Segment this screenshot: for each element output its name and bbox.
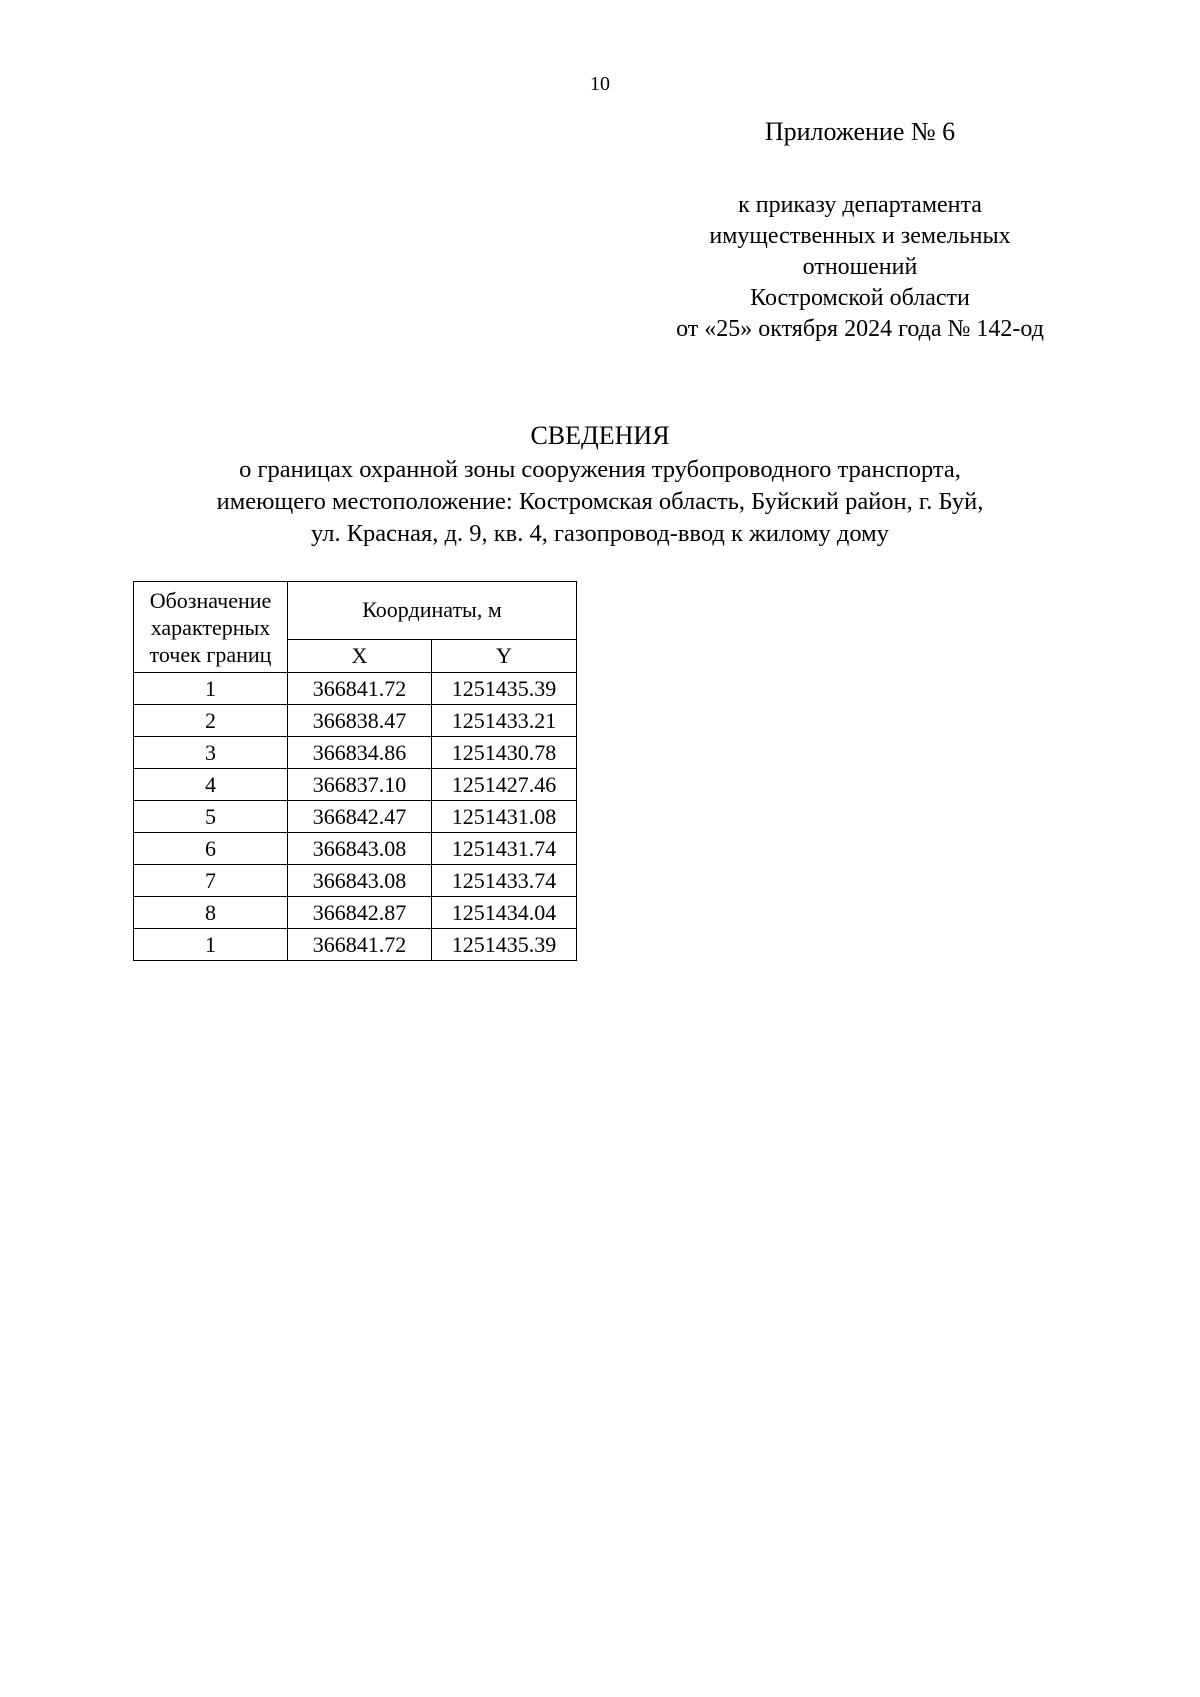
- cell-point: 5: [134, 801, 288, 833]
- coordinates-table: [133, 581, 577, 961]
- cell-point: 7: [134, 865, 288, 897]
- header-y: Y: [432, 639, 577, 672]
- header-point-line: характерных: [150, 614, 271, 640]
- table-row: [134, 897, 577, 929]
- document-heading: СВЕДЕНИЯ: [530, 421, 670, 450]
- subheading-line: имеющего местоположение: Костромская область, Буйский район, г. Буй,: [216, 488, 984, 515]
- cell-point: 8: [134, 897, 288, 929]
- cell-point: 3: [134, 737, 288, 769]
- cell-x: 366834.86: [288, 737, 432, 769]
- document-subheading: [100, 454, 1100, 550]
- cell-y: 1251431.08: [432, 801, 577, 833]
- cell-y: 1251434.04: [432, 897, 577, 929]
- cell-point: 1: [134, 673, 288, 705]
- cell-point: 2: [134, 705, 288, 737]
- cell-y: 1251433.21: [432, 705, 577, 737]
- appendix-title: Приложение № 6: [764, 117, 956, 146]
- cell-point: 4: [134, 769, 288, 801]
- table-row: [134, 833, 577, 865]
- appendix-line: от «25» октября 2024 года № 142-од: [676, 316, 1044, 342]
- appendix-line: отношений: [802, 254, 918, 280]
- cell-y: 1251435.39: [432, 673, 577, 705]
- table-row: [134, 673, 577, 705]
- table-row: [134, 737, 577, 769]
- appendix-line: Костромской области: [750, 285, 970, 311]
- page-number: 10: [590, 73, 610, 95]
- cell-y: 1251431.74: [432, 833, 577, 865]
- table-row: [134, 865, 577, 897]
- appendix-line: имущественных и земельных: [709, 223, 1011, 249]
- cell-y: 1251435.39: [432, 929, 577, 961]
- cell-x: 366842.47: [288, 801, 432, 833]
- cell-x: 366843.08: [288, 865, 432, 897]
- table-row: [134, 769, 577, 801]
- cell-y: 1251433.74: [432, 865, 577, 897]
- cell-y: 1251430.78: [432, 737, 577, 769]
- cell-x: 366837.10: [288, 769, 432, 801]
- header-x: X: [288, 639, 432, 672]
- subheading-line: о границах охранной зоны сооружения трубопроводного транспорта,: [239, 456, 961, 483]
- table-row: [134, 705, 577, 737]
- header-point-line: точек границ: [149, 641, 272, 667]
- header-coordinates: Координаты, м: [288, 582, 577, 640]
- cell-x: 366841.72: [288, 673, 432, 705]
- appendix-line: к приказу департамента: [738, 192, 982, 218]
- table-row: [134, 929, 577, 961]
- cell-point: 6: [134, 833, 288, 865]
- appendix-reference: [620, 190, 1100, 345]
- cell-x: 366843.08: [288, 833, 432, 865]
- table-row: [134, 801, 577, 833]
- subheading-line: ул. Красная, д. 9, кв. 4, газопровод-ввод к жилому дому: [311, 520, 889, 547]
- cell-y: 1251427.46: [432, 769, 577, 801]
- cell-x: 366838.47: [288, 705, 432, 737]
- cell-x: 366842.87: [288, 897, 432, 929]
- header-point-designation: [134, 582, 288, 673]
- cell-x: 366841.72: [288, 929, 432, 961]
- header-point-line: Обозначение: [149, 587, 272, 613]
- cell-point: 1: [134, 929, 288, 961]
